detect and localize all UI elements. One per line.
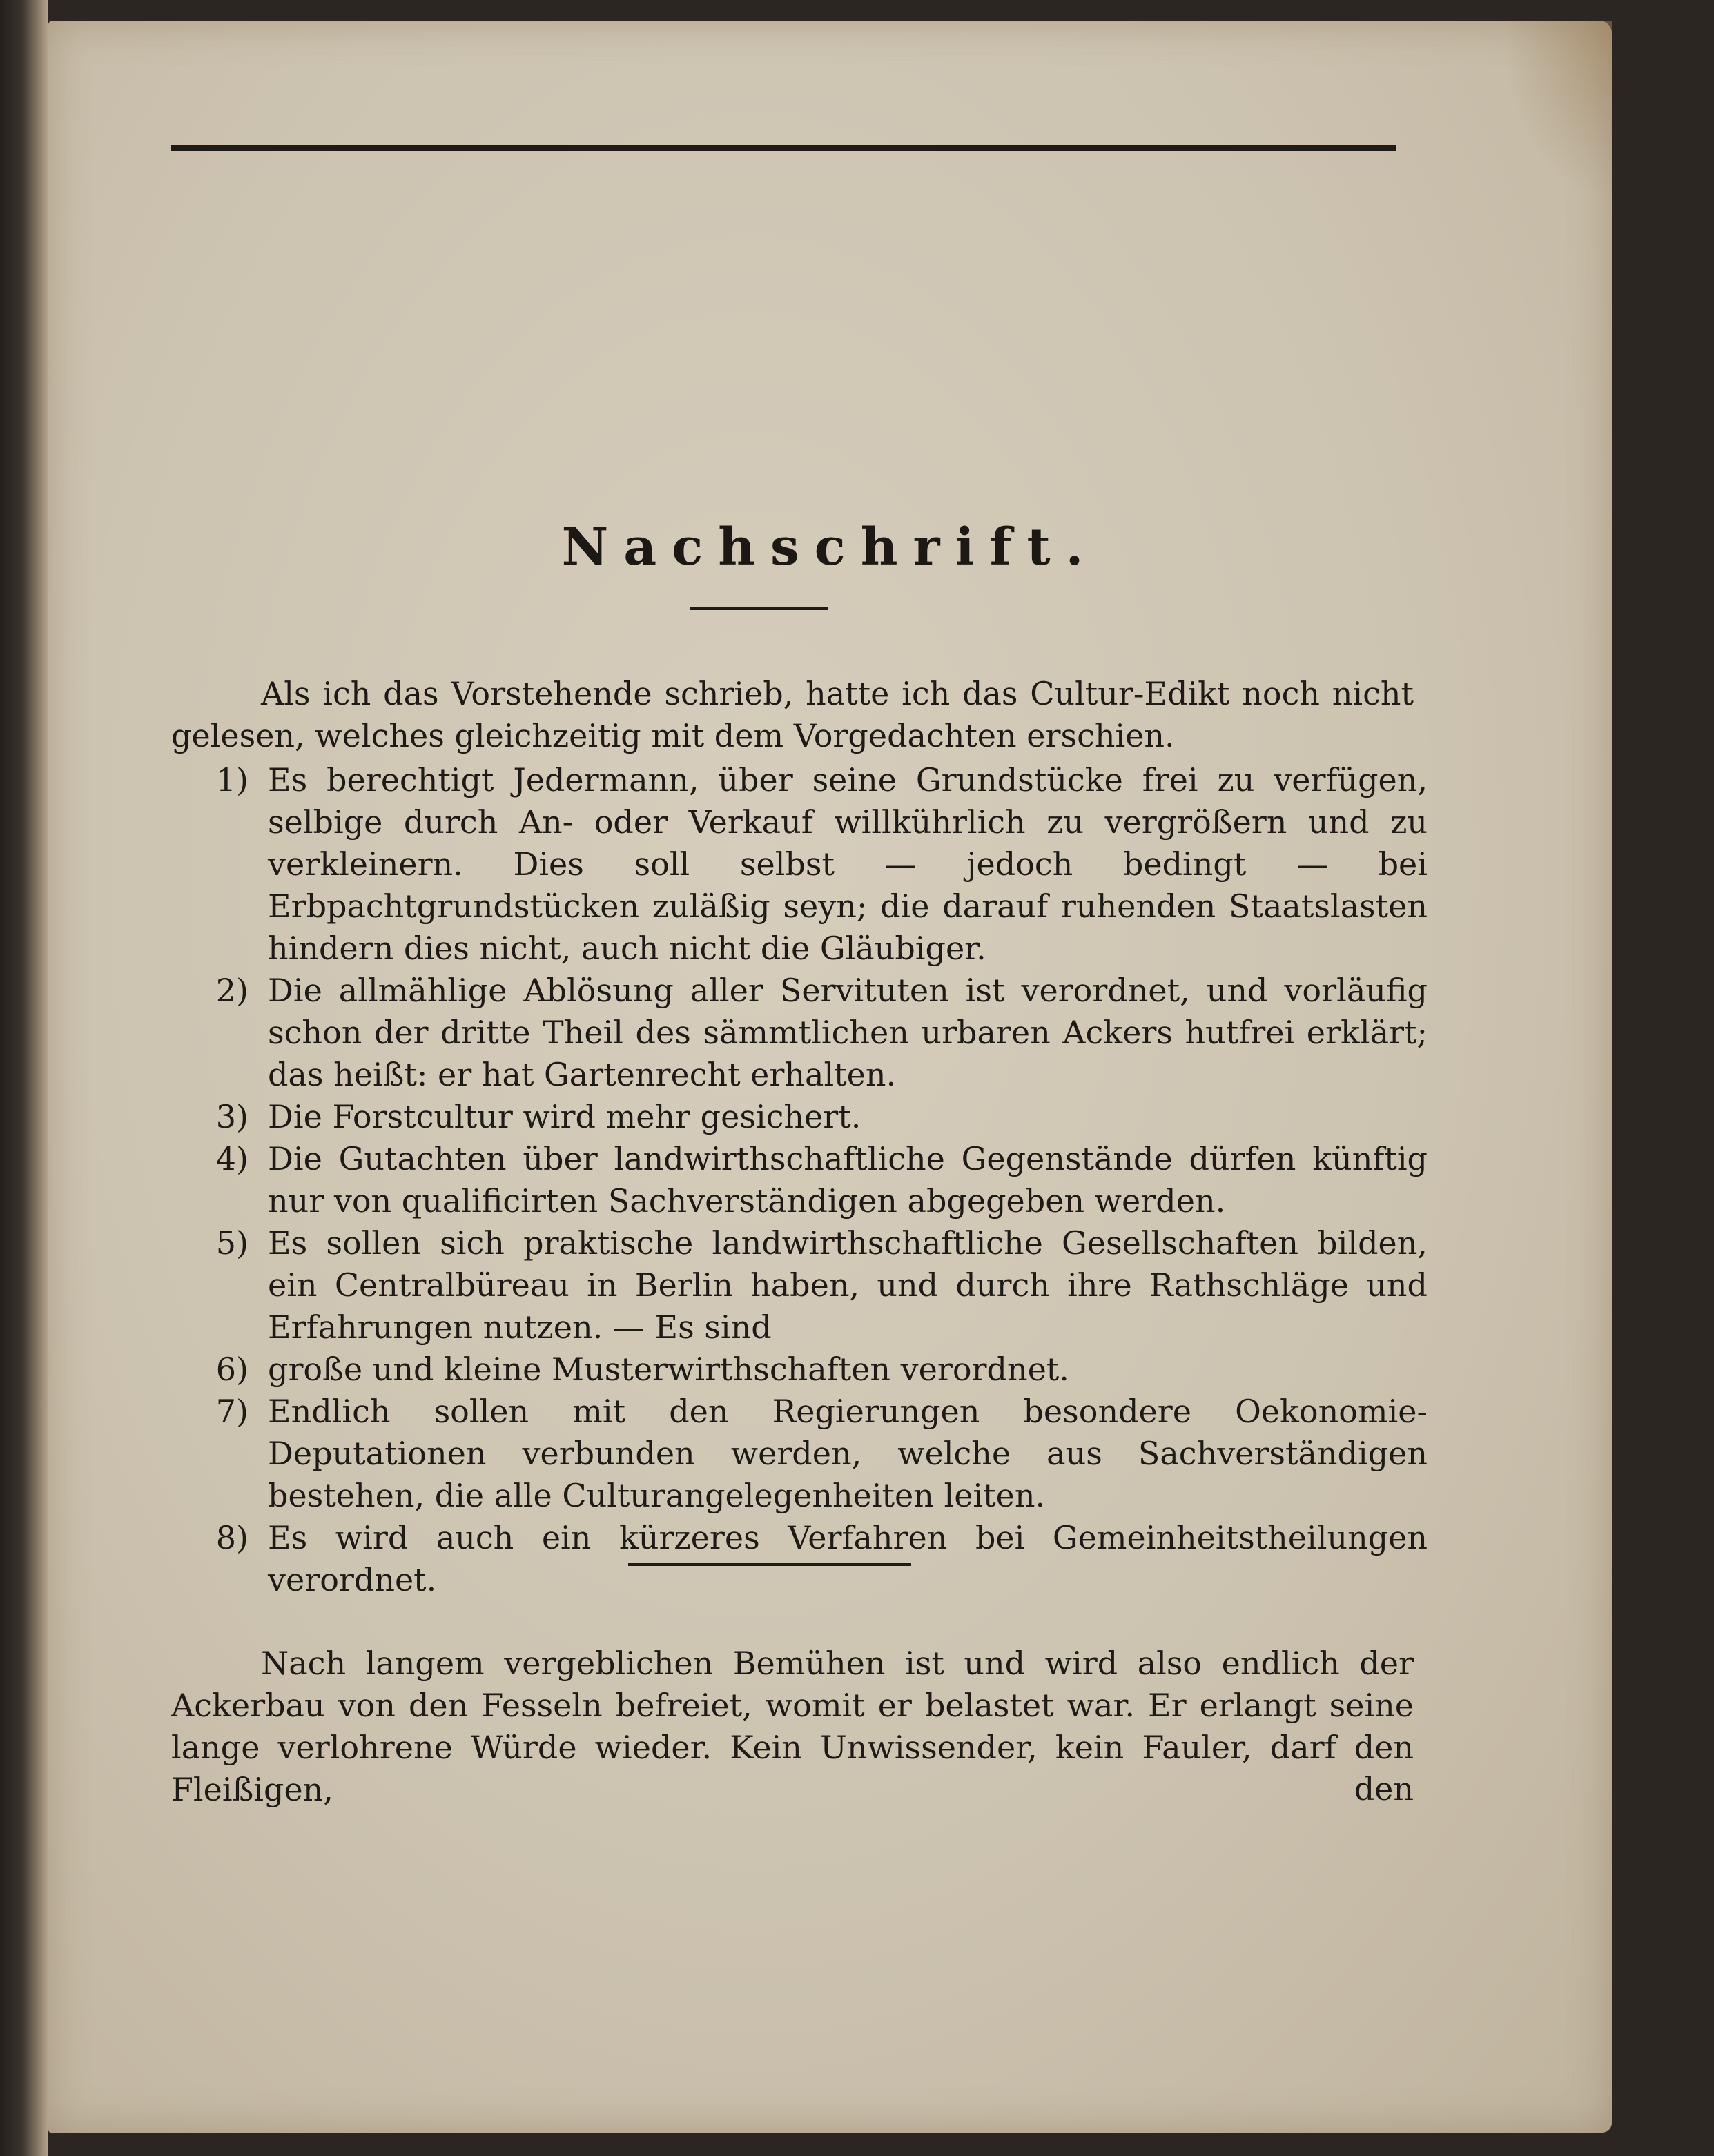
item-text: Es berechtigt Jedermann, über seine Grundstücke frei zu verfügen, selbige durch An- oder Verkauf willkührlich zu vergrößern und zu verkleinern. Dies soll selbst — jedoch bedingt — bei Erbpachtgrundstücken zuläßig seyn; die darauf ruhenden Staatslasten hindern dies nicht, auch nicht die Gläubiger. — [268, 761, 1428, 967]
intro-paragraph: Als ich das Vorstehende schrieb, hatte ich das Cultur-Edikt noch nicht gelesen, welches gleichzeitig mit dem Vorgedachten erschien. — [171, 675, 1414, 754]
list-item — [171, 970, 1428, 1096]
closing-paragraph: Nach langem vergeblichen Bemühen ist und wird also endlich der Ackerbau von den Fesseln befreiet, womit er belastet war. Er erlangt seine lange verlohrene Würde wieder. Kein Unwissender, kein Fauler, darf den Fleißigen, — [171, 1645, 1414, 1808]
item-number: 6) — [215, 1351, 249, 1388]
document-page — [48, 21, 1612, 2133]
item-text: Es sollen sich praktische landwirthschaftliche Gesellschaften bilden, ein Centralbüreau in Berlin haben, und durch ihre Rathschläge und Erfahrungen nutzen. — Es sind — [268, 1224, 1428, 1346]
item-number: 3) — [215, 1098, 249, 1135]
book-spine — [0, 0, 48, 2156]
title-divider — [690, 607, 828, 610]
top-rule — [171, 145, 1396, 151]
list-item — [171, 1096, 1428, 1138]
catchword: den — [1354, 1770, 1414, 1807]
page-title: Nachschrift. — [561, 518, 1099, 577]
item-text: Die allmählige Ablösung aller Servituten ist verordnet, und vorläufig schon der dritte Theil des sämmtlichen urbaren Ackers hutfrei erklärt; das heißt: er hat Gartenrecht erhalten. — [268, 972, 1428, 1093]
list-item — [171, 1222, 1428, 1349]
list-item — [171, 1391, 1428, 1517]
page-stain — [1501, 21, 1612, 200]
item-text: Endlich sollen mit den Regierungen besondere Oekonomie-Deputationen verbunden werden, welche aus Sachverständigen bestehen, die alle Culturangelegenheiten leiten. — [268, 1393, 1428, 1514]
item-number: 4) — [215, 1140, 249, 1177]
section-divider — [628, 1563, 911, 1566]
item-number: 7) — [215, 1393, 249, 1430]
list-item — [171, 1349, 1428, 1391]
item-number: 8) — [215, 1519, 249, 1556]
item-text: Die Gutachten über landwirthschaftliche Gegenstände dürfen künftig nur von qualificirten Sachverständigen abgegeben werden. — [268, 1140, 1428, 1219]
item-number: 1) — [215, 761, 249, 798]
list-item — [171, 1517, 1428, 1601]
list-item — [171, 759, 1428, 970]
item-number: 5) — [215, 1224, 249, 1262]
numbered-list — [171, 759, 1428, 1601]
item-text: Es wird auch ein kürzeres Verfahren bei Gemeinheitstheilungen verordnet. — [268, 1519, 1428, 1598]
item-text: große und kleine Musterwirthschaften verordnet. — [268, 1351, 1069, 1388]
item-number: 2) — [215, 972, 249, 1009]
list-item — [171, 1138, 1428, 1222]
item-text: Die Forstcultur wird mehr gesichert. — [268, 1098, 861, 1135]
